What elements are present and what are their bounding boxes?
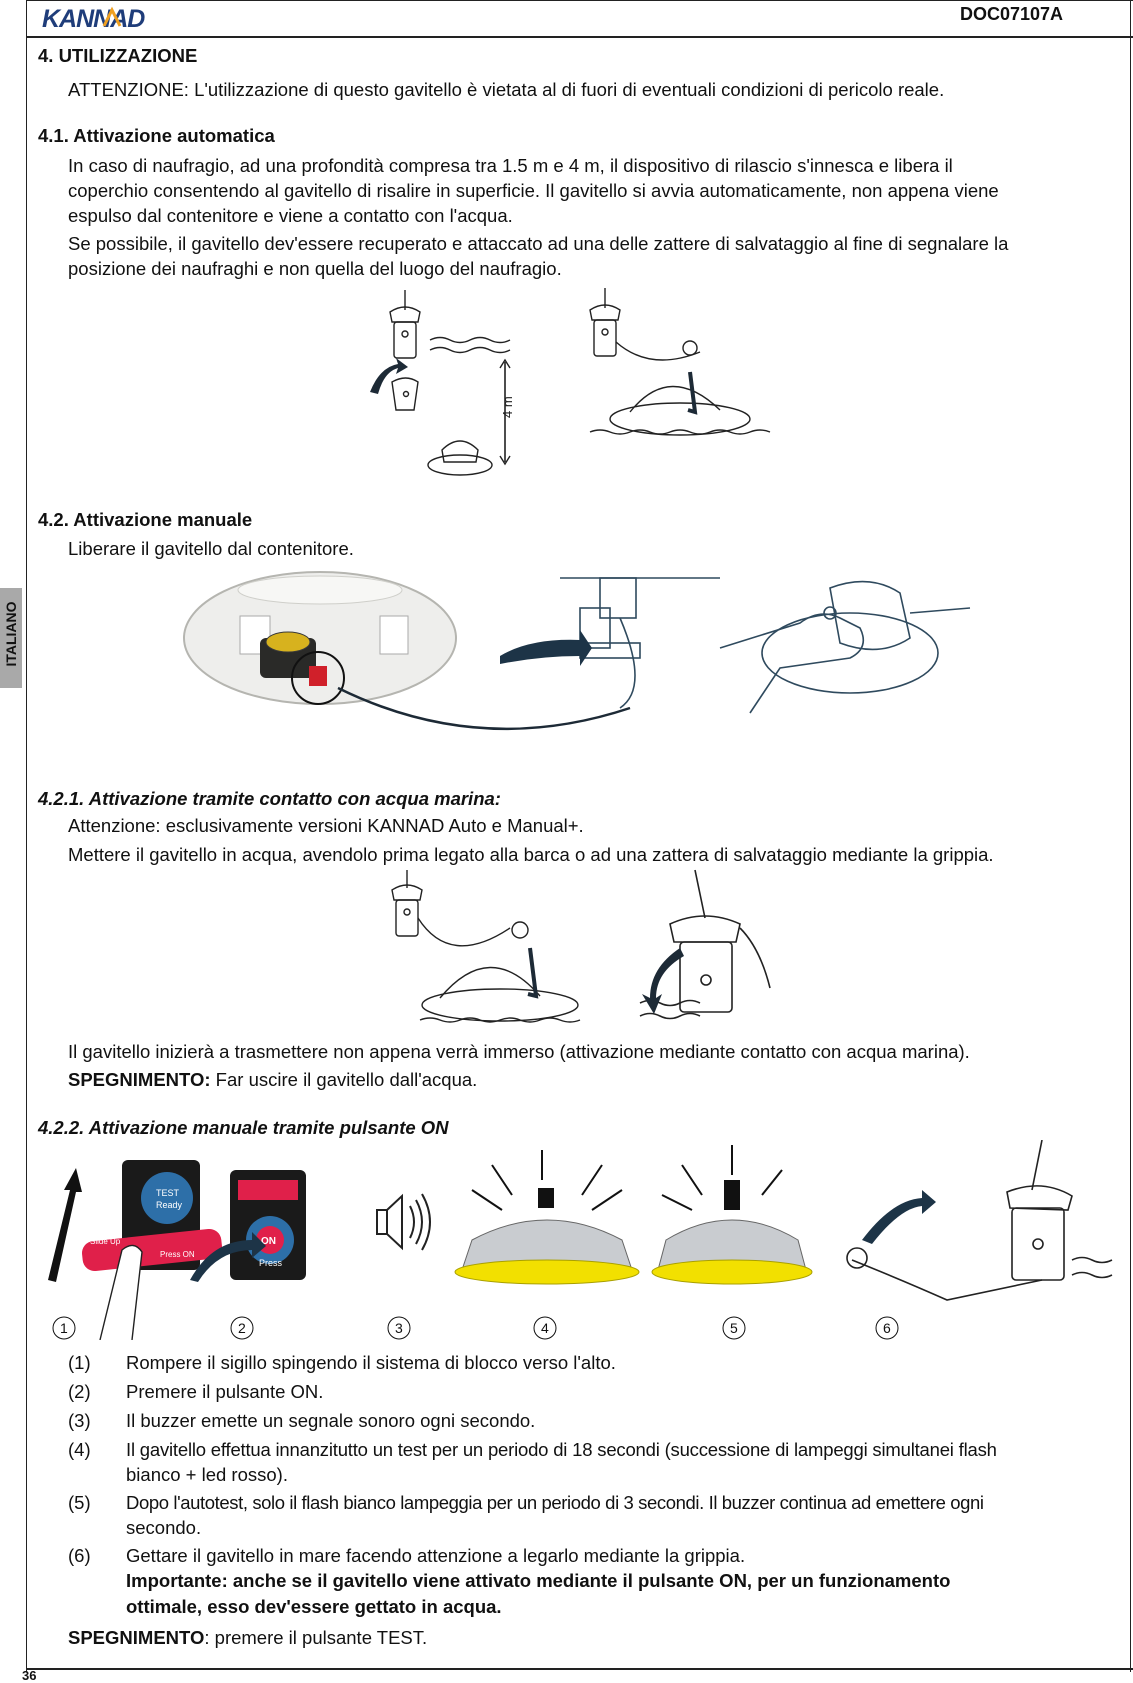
language-side-tab: [0, 588, 22, 688]
ready-label: Ready: [156, 1200, 183, 1210]
raft-tether-arrow: [528, 948, 536, 996]
press-on-label: Press ON: [160, 1250, 195, 1259]
press-label: Press: [259, 1258, 283, 1268]
step-2-number: (2): [68, 1381, 91, 1402]
step-label-4: 4: [541, 1320, 549, 1336]
step-5-text-line2: secondo.: [126, 1517, 202, 1538]
step-label-5: 5: [730, 1320, 738, 1336]
step-5-number: (5): [68, 1492, 91, 1513]
step-1-text: Rompere il sigillo spingendo il sistema di blocco verso l'alto.: [126, 1352, 616, 1373]
step-3-text: Il buzzer emette un segnale sonoro ogni secondo.: [126, 1410, 536, 1431]
test-button-label: TEST: [156, 1188, 180, 1198]
step-5-text-line1: Dopo l'autotest, solo il flash bianco lampeggia per un periodo di 3 secondi. Il buzzer continua ad emettere ogni: [126, 1492, 984, 1513]
step-2-text: Premere il pulsante ON.: [126, 1381, 324, 1402]
buzzer-icon: [377, 1194, 430, 1250]
off-text: Far uscire il gavitello dall'acqua.: [210, 1069, 478, 1090]
slide-up-label: Slide Up: [90, 1237, 121, 1246]
tether-arrow: [688, 372, 695, 412]
section-4-1-para2-line2: posizione dei naufraghi e non quella del luogo del naufragio.: [68, 258, 562, 279]
release-pin: [309, 666, 327, 686]
step-1-illustration: [48, 1160, 223, 1340]
step-6-number: (6): [68, 1545, 91, 1566]
on-button-label: ON: [261, 1236, 276, 1247]
footer-rule: [26, 1668, 1133, 1670]
step-label-2: 2: [238, 1320, 246, 1336]
depth-label: 4 m: [500, 396, 515, 418]
on-button-activation-figure: [42, 1140, 1122, 1340]
off-label: SPEGNIMENTO:: [68, 1069, 211, 1090]
step-6-text: Gettare il gavitello in mare facendo attenzione a legarlo mediante la grippia.: [126, 1545, 746, 1566]
section-4-1-para1-line1: In caso di naufragio, ad una profondità compresa tra 1.5 m e 4 m, il dispositivo di rilascio s'innesca e libera il: [68, 155, 953, 176]
step-number-labels: [53, 1317, 898, 1339]
doc-number: DOC07107A: [960, 4, 1064, 24]
manual-release-figure: [180, 568, 980, 758]
step-2-illustration: [190, 1170, 306, 1282]
step-label-1: 1: [60, 1320, 68, 1336]
off-text-2: : premere il pulsante TEST.: [204, 1627, 428, 1648]
logo-text: KANNAD: [42, 6, 145, 30]
section-4-1-para1-line3: espulso dal contenitore e viene a contatto con l'acqua.: [68, 205, 513, 226]
page-frame-top-edge: [26, 0, 1133, 1]
section-4-2-1-note: Attenzione: esclusivamente versioni KANNAD Auto e Manual+.: [68, 815, 584, 836]
step-1-number: (1): [68, 1352, 91, 1373]
container-illustration: [428, 441, 492, 475]
automatic-activation-figure: [360, 282, 810, 482]
step-4-text-line1: Il gavitello effettua innanzitutto un test per un periodo di 18 secondi (successione di lampeggi simultanei flash: [126, 1439, 997, 1460]
off-label-2: SPEGNIMENTO: [68, 1627, 205, 1648]
section-4-2-title: 4.2. Attivazione manuale: [38, 509, 253, 530]
section-4-2-para1: Liberare il gavitello dal contenitore.: [68, 538, 354, 559]
section-4-1-title: 4.1. Attivazione automatica: [38, 125, 275, 146]
step-4-number: (4): [68, 1439, 91, 1460]
page-frame-right: [1130, 0, 1131, 1672]
beacon-rising-illustration: [392, 378, 418, 410]
important-note-line1: Importante: anche se il gavitello viene attivato mediante il pulsante ON, per un funzionamento: [126, 1570, 951, 1591]
section-4-2-1-title: 4.2.1. Attivazione tramite contatto con acqua marina:: [38, 788, 501, 809]
rising-arrow: [370, 358, 408, 394]
throw-arrow: [862, 1190, 936, 1244]
section-4-title: 4. UTILIZZAZIONE: [38, 45, 198, 66]
step-5-flash-illustration: [652, 1145, 812, 1284]
release-arrow: [500, 630, 592, 666]
beacon-surfaced-illustration: [390, 290, 510, 358]
step-label-6: 6: [883, 1320, 891, 1336]
section-4-2-1-off: [68, 1067, 477, 1092]
step-4-flash-illustration: [455, 1150, 639, 1284]
hand-removing-beacon-illustration: [720, 582, 970, 713]
step-3-number: (3): [68, 1410, 91, 1431]
section-4-1-para1-line2: coperchio consentendo al gavitello di risalire in superficie. Il gavitello si avvia automaticamente, non appena viene: [68, 180, 999, 201]
seawater-activation-figure: [380, 868, 780, 1028]
section-4-2-1-para1: Mettere il gavitello in acqua, avendolo prima legato alla barca o ad una zattera di salvataggio mediante la grippia.: [68, 844, 994, 865]
step-label-3: 3: [395, 1320, 403, 1336]
header-rule: [26, 36, 1133, 38]
section-4-2-1-para2: Il gavitello inizierà a trasmettere non appena verrà immerso (attivazione mediante contatto con acqua marina).: [68, 1041, 970, 1062]
language-label: ITALIANO: [3, 601, 19, 667]
page-number: 36: [22, 1668, 37, 1683]
section-4-2-2-title: 4.2.2. Attivazione manuale tramite pulsante ON: [38, 1117, 449, 1138]
section-4-2-2-off: [68, 1625, 427, 1650]
section-4-1-para2-line1: Se possibile, il gavitello dev'essere recuperato e attaccato ad una delle zattere di salvataggio al fine di segnalare la: [68, 233, 1009, 254]
beacon-tethered-raft-illustration-2: [392, 870, 580, 1022]
container-photo-illustration: [184, 572, 456, 704]
kannad-logo: [42, 6, 182, 30]
step-4-text-line2: bianco + led rosso).: [126, 1464, 288, 1485]
section-4-warning: ATTENZIONE: L'utilizzazione di questo gavitello è vietata al di fuori di eventuali condizioni di pericolo reale.: [68, 79, 945, 100]
important-note-line2: ottimale, esso dev'essere gettato in acqua.: [126, 1596, 502, 1617]
page-frame-left: [26, 0, 27, 1672]
beacon-tethered-raft-illustration: [590, 288, 770, 435]
